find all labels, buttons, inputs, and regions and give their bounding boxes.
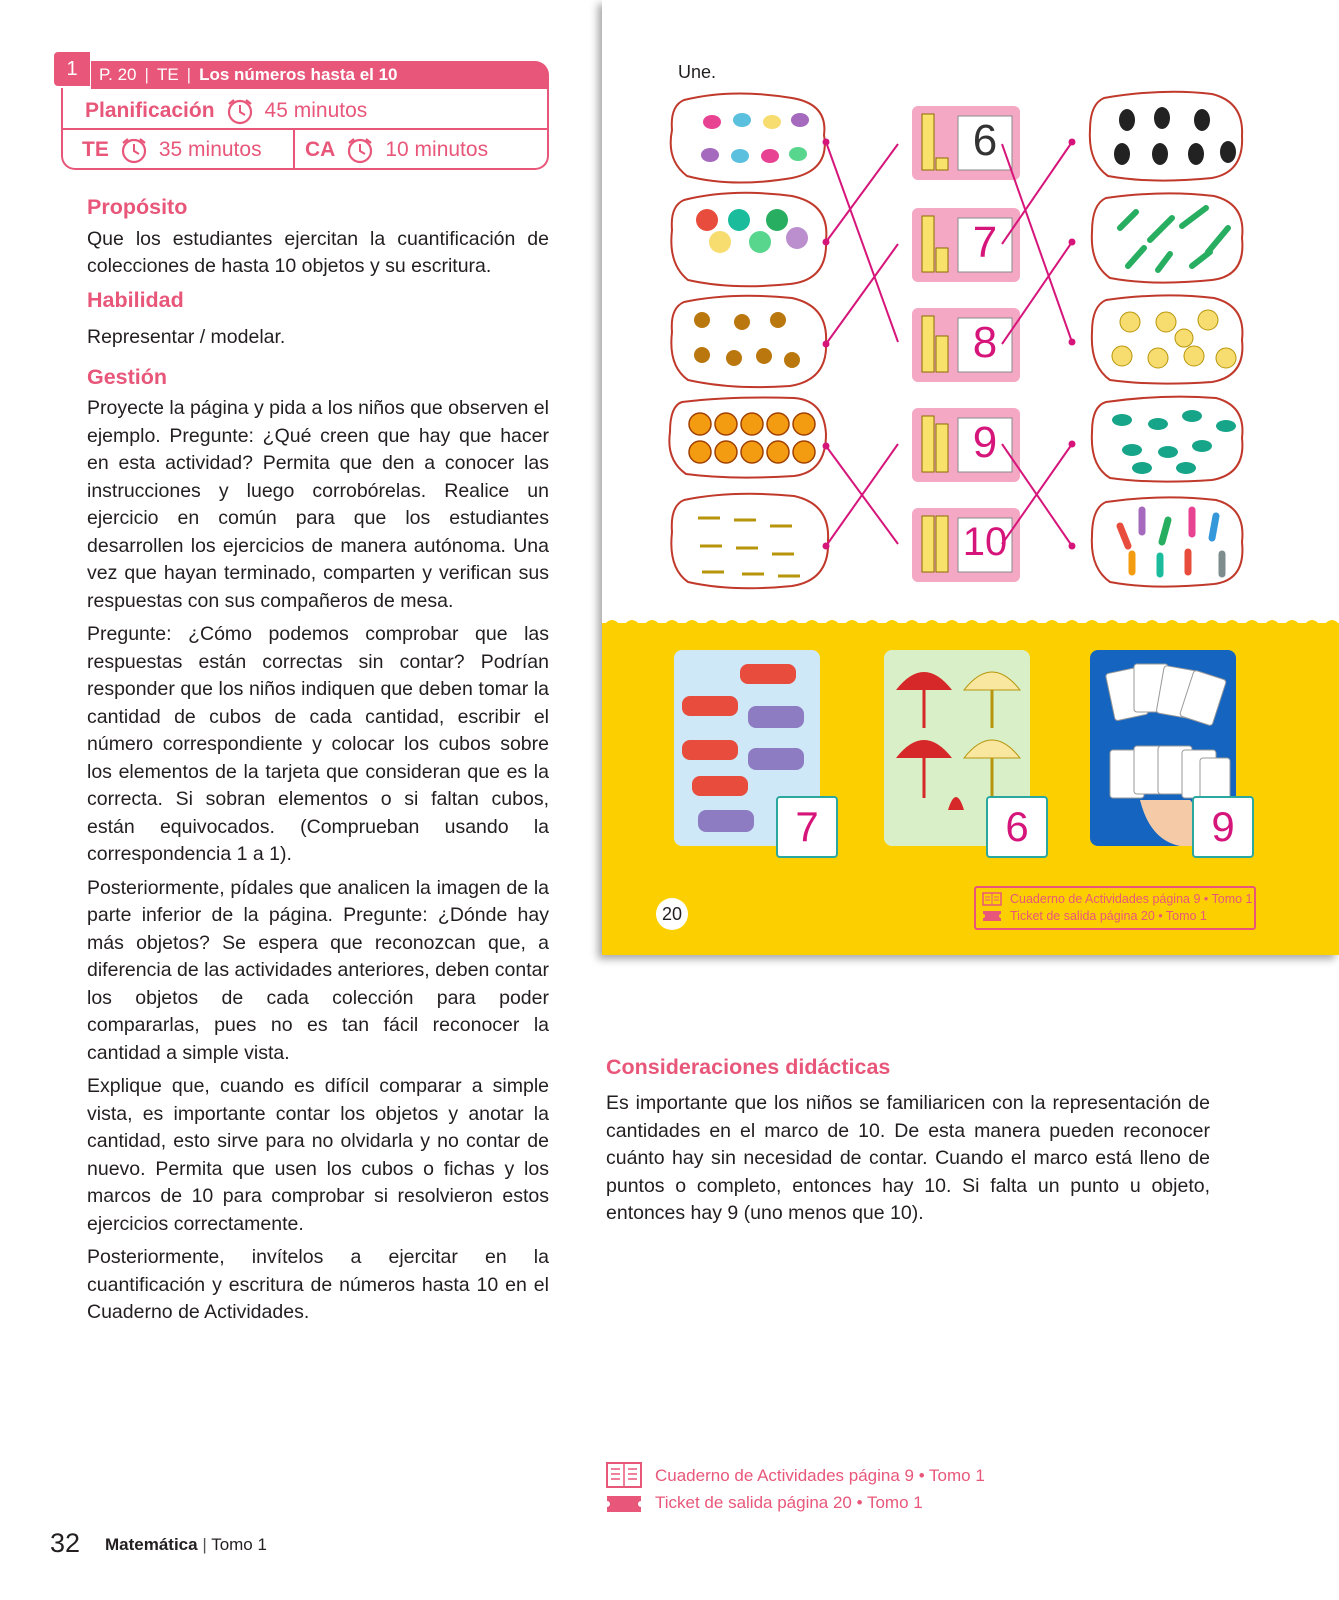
collection-pencils (1092, 193, 1243, 282)
book-ref-cuaderno (982, 892, 1253, 906)
collection-fish (1092, 397, 1243, 482)
gestion-paragraph: Pregunte: ¿Cómo podemos comprobar que las respuestas están correctas sin contar? Podrían responder que los niños indiquen que deben tomar la cantidad de cubos de cada cantidad, escribir el número correspondiente y colocar los cubos sobre los elementos de la tarjeta que consideran que es la correcta. Si sobran elementos o si faltan cubos, están equivocados. (Comprueban usando la correspondencia 1 a 1). (87, 623, 549, 865)
collection-balloons (671, 193, 826, 286)
ticket-icon (982, 909, 1002, 923)
card-number: 10 (962, 520, 1008, 564)
card-number: 9 (972, 418, 998, 467)
te-label: TE (82, 138, 109, 161)
volume-name: Tomo 1 (211, 1535, 267, 1554)
book-ref-text: Ticket de salida página 20 • Tomo 1 (1010, 909, 1207, 923)
proposito-title: Propósito (87, 195, 188, 219)
collection-squirrels (671, 296, 826, 387)
consideraciones-title: Consideraciones didácticas (606, 1055, 891, 1079)
habilidad-title: Habilidad (87, 287, 184, 312)
divider (293, 128, 295, 170)
proposito-text: Que los estudiantes ejercitan la cuantificación de colecciones de hasta 10 objetos y su escritura. (87, 227, 549, 277)
lesson-title: Los números hasta el 10 (199, 65, 398, 84)
answer-box: 7 (776, 796, 838, 858)
planificacion-label: Planificación (85, 99, 215, 122)
page-subject: Matemática | Tomo 1 (105, 1535, 267, 1554)
left-column (87, 188, 549, 1333)
lesson-header-bar: P. 20 | TE | Los números hasta el 10 (91, 61, 549, 89)
clock-icon (345, 135, 375, 165)
clock-icon (225, 96, 255, 126)
te-ref: TE (156, 65, 179, 84)
gestion-paragraph: Proyecte la página y pida a los niños que observen el ejemplo. Pregunte: ¿Qué creen que hay que hacer en esta actividad? Permita que den a conocer las instrucciones y luego corrobórelas. Realice un ejercicio en común para que los estudiantes desarrollen los ejercicios de manera autónoma. Una vez que hayan terminado, comparten y verifican sus respuestas con sus compañeros de mesa. (87, 397, 549, 612)
card-number: 8 (972, 318, 998, 367)
te-time-row (82, 132, 262, 168)
book-ref-text: Cuaderno de Actividades página 9 • Tomo 1 (1010, 892, 1253, 906)
book-page-number: 20 (656, 898, 688, 930)
card-number: 7 (972, 218, 998, 267)
subject-name: Matemática (105, 1535, 198, 1554)
collection-penguins (1090, 92, 1242, 181)
collection-crayons (1092, 497, 1243, 586)
habilidad-text: Representar / modelar. (87, 326, 286, 348)
planning-row (85, 94, 367, 128)
book-icon (606, 1462, 642, 1488)
te-time: 35 minutos (158, 138, 262, 161)
gestion-title: Gestión (87, 364, 168, 389)
collection-chicks (1092, 295, 1243, 383)
answer-box: 9 (1192, 796, 1254, 858)
collection-oranges (669, 398, 826, 478)
consideraciones-text: Es importante que los niños se familiaricen con la representación de cantidades en el marco de 10. De esta manera pueden reconocer cuánto hay sin necesidad de contar. Cuando el marco está lleno de puntos o completo, entonces hay 10. Si falta un punto u objeto, entonces hay 9 (uno menos que 10). (606, 1092, 1210, 1224)
collection-candies (671, 93, 825, 182)
gestion-paragraph: Posteriormente, pídales que analicen la imagen de la parte inferior de la página. Pregunte: ¿Dónde hay más objetos? Se espera que reconozcan que, a diferencia de las actividades anteriores, deben contar los objetos de cada colección para poder compararlas, pues no es tan fácil reconocer la cantidad a simple vista. (87, 876, 549, 1064)
answer-box: 6 (986, 796, 1048, 858)
page-ref: P. 20 (99, 65, 137, 84)
instruction: Une. (678, 62, 717, 82)
book-ref-ticket (982, 909, 1207, 923)
divider (61, 128, 549, 130)
card-number: 6 (972, 116, 998, 165)
ca-time-row (305, 132, 488, 168)
page-number: 32 (50, 1528, 81, 1558)
footer-ref-cuaderno: Cuaderno de Actividades página 9 • Tomo 1 (655, 1466, 985, 1485)
ca-time: 10 minutos (385, 138, 489, 161)
gestion-paragraph: Posteriormente, invítelos a ejercitar en la cuantificación y escritura de números hasta 10 en el Cuaderno de Actividades. (87, 1246, 549, 1323)
collection-trumpets (671, 494, 828, 589)
ticket-icon (606, 1494, 642, 1514)
footer-ref-ticket: Ticket de salida página 20 • Tomo 1 (655, 1493, 923, 1512)
book-icon (982, 892, 1002, 906)
ca-label: CA (305, 138, 336, 161)
lesson-number: 1 (54, 52, 90, 86)
planificacion-time: 45 minutos (264, 99, 368, 122)
clock-icon (119, 135, 149, 165)
gestion-paragraph: Explique que, cuando es difícil comparar a simple vista, es importante contar los objetos y anotar la cantidad, esto sirve para no olvidarla y no contar de nuevo. Permita que usen los cubos o fichas y los marcos de 10 para comprobar si resolvieron estos ejercicios correctamente. (87, 1075, 549, 1235)
